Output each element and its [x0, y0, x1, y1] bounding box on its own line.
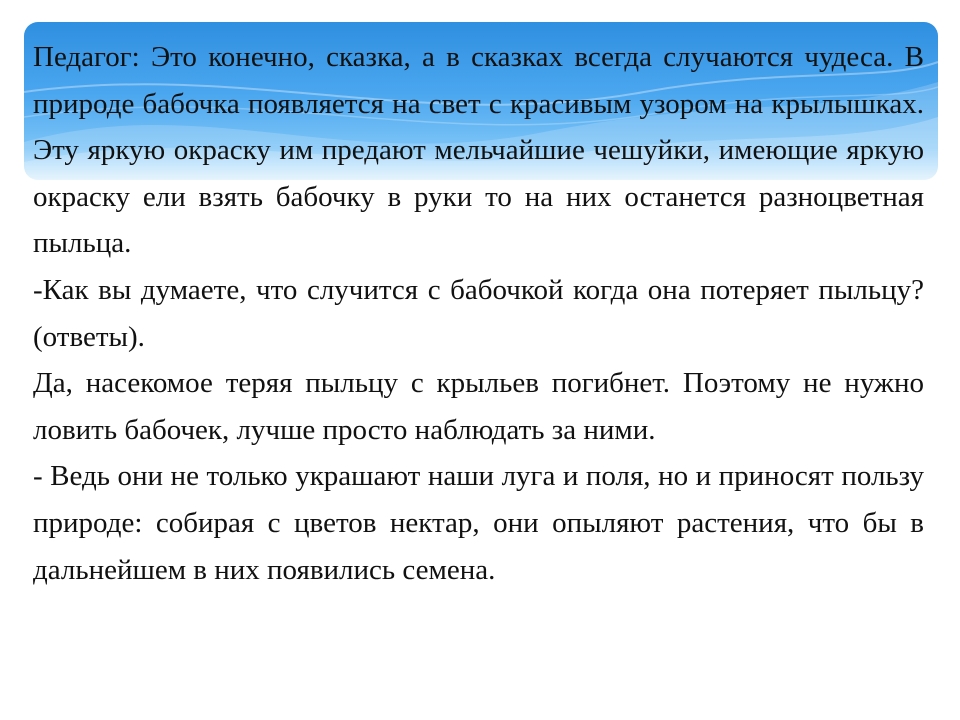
paragraph-question: -Как вы думаете, что случится с бабочкой когда она потеряет пыльцу? (ответы).: [33, 273, 924, 353]
paragraph-teacher: Педагог: Это конечно, сказка, а в сказках всегда случаются чудеса. В природе бабочка появляется на свет с красивым узором на крылышках. Эту яркую окраску им предают мельчайшие чешуйки, имеющие яркую окраску ели взять бабочку в руки то на них останется разноцветная пыльца.: [33, 41, 924, 260]
paragraph-benefit: - Ведь они не только украшают наши луга и поля, но и приносят пользу природе: собирая с цветов нектар, они опыляют растения, что бы в дальнейшем в них появились семена.: [33, 460, 924, 586]
body-text: [33, 34, 924, 593]
paragraph-answer: Да, насекомое теряя пыльцу с крыльев погибнет. Поэтому не нужно ловить бабочек, лучше просто наблюдать за ними.: [33, 367, 924, 446]
